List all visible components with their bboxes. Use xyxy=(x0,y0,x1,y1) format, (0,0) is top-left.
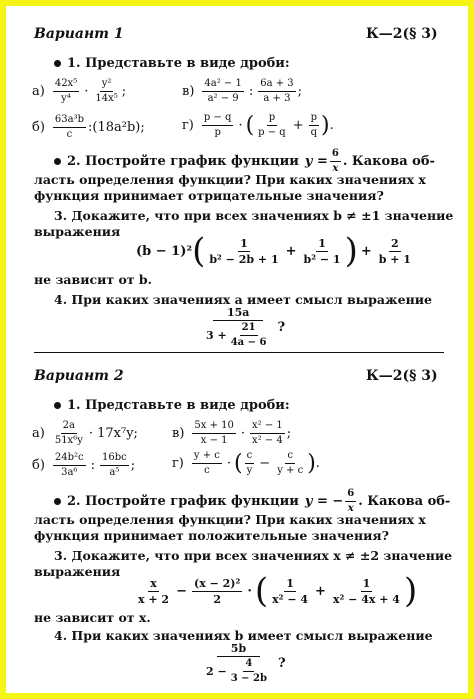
v1-task1-heading: 1. Представьте в виде дроби: xyxy=(54,56,290,71)
fraction: $\frac{c}{y + c}$ xyxy=(277,450,304,476)
fraction: $\frac{4}{3 - 2b}$ xyxy=(230,658,267,684)
fraction: $\frac{2a}{\text{51x⁶y}}$ xyxy=(54,420,83,446)
fraction: $\frac{2}{b + 1}$ xyxy=(378,236,411,266)
fraction: $\frac{21}{4a - 6}$ xyxy=(230,322,267,348)
v2-task3-expression: $\frac{x}{x + 2}$ − $\frac{\text{(x − 2)²}}{2}$ · ( $\frac{1}{\text{x² − 4}}$ + $\frac{1}{\text{x² − 4x + 4}}$ ) xyxy=(138,571,418,611)
v2-task1-v: в) $\frac{5x + 10}{x - 1}$ · $\frac{\text{x² − 1}}{\text{x² − 4}}$ ; xyxy=(172,420,292,446)
bullet-icon xyxy=(54,158,61,165)
fraction: $\frac{\text{(x − 2)²}}{2}$ xyxy=(194,576,241,606)
fraction: $\frac{5x + 10}{x - 1}$ xyxy=(194,420,234,446)
v2-task1-b: б) $\frac{\text{24b²c}}{\text{3a⁶}}$ : $\frac{16bc}{\text{a⁵}}$ ; xyxy=(32,452,136,478)
v2-task3-line2: выражения xyxy=(34,564,121,579)
nested-fraction: 5b 2 − $\frac{4}{3 - 2b}$ xyxy=(206,642,267,684)
v2-task1-a: а) $\frac{2a}{\text{51x⁶y}}$ · 17x⁷y; xyxy=(32,420,138,446)
fraction: $\frac{\text{24b²c}}{\text{3a⁶}}$ xyxy=(54,452,84,478)
v1-task1-a: а) $\frac{\text{42x⁵}}{\text{y⁴}}$ · $\frac{\text{y²}}{\text{14x⁵}}$ ; xyxy=(32,78,127,104)
fraction: $\frac{1}{\text{x² − 4}}$ xyxy=(272,576,309,606)
v2-task1-heading: 1. Представьте в виде дроби: xyxy=(54,398,290,413)
fraction: $\frac{1}{\text{b² − 2b + 1}}$ xyxy=(209,236,279,266)
fraction: $\frac{16bc}{\text{a⁵}}$ xyxy=(102,452,127,478)
v1-task3-line2: выражения xyxy=(34,224,121,239)
variant1-code: К—2(§ 3) xyxy=(366,26,438,42)
fraction: $\frac{1}{\text{b² − 1}}$ xyxy=(303,236,341,266)
fraction: $\frac{6a + 3}{a + 3}$ xyxy=(260,78,294,104)
fraction: $\frac{6}{x}$ xyxy=(347,488,355,514)
bullet-icon xyxy=(54,498,61,505)
v1-task2-line3: функция принимает отрицательные значения? xyxy=(34,188,384,203)
worksheet xyxy=(6,6,468,693)
v1-task3-line1: 3. Докажите, что при всех значениях b ≠ ±1 значение xyxy=(54,208,454,223)
v1-task2-line2: ласть определения функции? При каких значениях x xyxy=(34,172,426,187)
fraction: $\frac{\text{x² − 1}}{\text{x² − 4}}$ xyxy=(252,420,283,446)
v2-task4-line: 4. При каких значениях b имеет смысл выражение xyxy=(54,628,433,643)
fraction: $\frac{\text{y²}}{\text{14x⁵}}$ xyxy=(95,78,118,104)
fraction: $\frac{c}{y}$ xyxy=(246,450,253,476)
fraction: $\frac{p - q}{p}$ xyxy=(203,112,232,138)
fraction: $\frac{\text{63a³b}}{c}$ xyxy=(54,114,85,140)
fraction: $\frac{1}{\text{x² − 4x + 4}}$ xyxy=(332,576,400,606)
bullet-icon xyxy=(54,60,61,67)
v1-task4-line: 4. При каких значениях a имеет смысл выражение xyxy=(54,292,432,307)
fraction: $\frac{\text{4a² − 1}}{\text{a² − 9}}$ xyxy=(204,78,242,104)
variant2-title: Вариант 2 xyxy=(34,368,124,384)
v2-task2-line3: функция принимает положительные значения? xyxy=(34,528,389,543)
fraction: $\frac{p}{q}$ xyxy=(310,112,318,138)
v1-task1-v: в) $\frac{\text{4a² − 1}}{\text{a² − 9}}$ : $\frac{6a + 3}{a + 3}$ ; xyxy=(182,78,303,104)
v2-task2-line2: ласть определения функции? При каких значениях x xyxy=(34,512,426,527)
v1-task1-b: б) $\frac{\text{63a³b}}{c}$ :(18a²b); xyxy=(32,114,145,140)
fraction: $\frac{y + c}{c}$ xyxy=(193,450,220,476)
v1-task3-tail: не зависит от b. xyxy=(34,272,152,287)
v1-task2-line1: 2. Постройте график функции y = $\frac{6}{x}$ . Какова об- xyxy=(54,148,435,175)
v1-task4-expression: 15a 3 + $\frac{21}{4a - 6}$ ? xyxy=(206,306,286,348)
fraction: $\frac{6}{x}$ xyxy=(331,148,339,174)
v2-task3-line1: 3. Докажите, что при всех значениях x ≠ ±2 значение xyxy=(54,548,453,563)
fraction: $\frac{p}{p - q}$ xyxy=(258,112,286,138)
fraction: $\frac{\text{42x⁵}}{\text{y⁴}}$ xyxy=(54,78,78,104)
fraction: $\frac{x}{x + 2}$ xyxy=(138,576,170,606)
bullet-icon xyxy=(54,402,61,409)
v1-task1-g: г) $\frac{p - q}{p}$ · ( $\frac{p}{p - q}$ + $\frac{p}{q}$ ) . xyxy=(182,112,334,138)
v2-task4-expression: 5b 2 − $\frac{4}{3 - 2b}$ ? xyxy=(206,642,286,684)
variant1-title: Вариант 1 xyxy=(34,26,124,42)
v2-task1-g: г) $\frac{y + c}{c}$ · ( $\frac{c}{y}$ − $\frac{c}{y + c}$ ) . xyxy=(172,450,320,476)
variant2-code: К—2(§ 3) xyxy=(366,368,438,384)
v2-task3-tail: не зависит от x. xyxy=(34,610,151,625)
v2-task2-line1: 2. Постройте график функции y = − $\frac{6}{x}$ . Какова об- xyxy=(54,488,450,515)
section-divider xyxy=(34,352,444,353)
v1-task3-expression: (b − 1)² ( $\frac{1}{\text{b² − 2b + 1}}$ + $\frac{1}{\text{b² − 1}}$ ) + $\frac{2}{b + 1}$ xyxy=(136,231,411,271)
nested-fraction: 15a 3 + $\frac{21}{4a - 6}$ xyxy=(206,306,267,348)
